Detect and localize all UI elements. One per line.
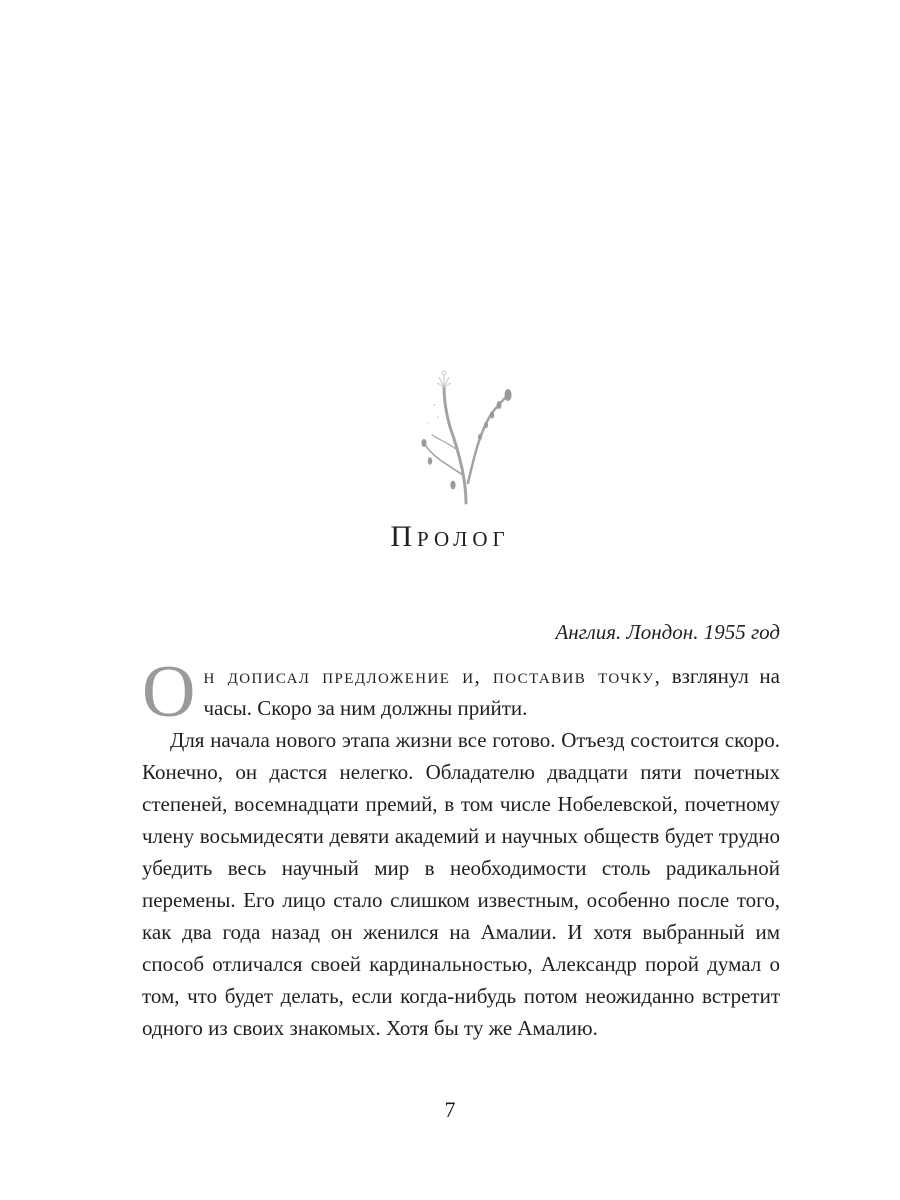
second-paragraph: Для начала нового этапа жизни все готово. Отъезд состоится скоро. Конечно, он дастся нелегко. Обладателю двадцати пяти почетных степеней, восемнадцати премий, в том числе Нобелевской, почетному члену восьмидесяти девяти академий и научных обществ будет трудно убедить весь научный мир в необходимости столь радикальной перемены. Его лицо стало слишком известным, особенно после того, как два года назад он женился на Амалии. И хотя выбранный им способ отличался своей кардинальностью, Александр порой думал о том, что будет делать, если когда-нибудь потом неожиданно встретит одного из своих знакомых. Хотя бы ту же Амалию. [142, 728, 780, 1040]
lead-in-text: н дописал предложение и, поставив точку, [203, 664, 662, 688]
drop-cap: О [142, 651, 196, 733]
first-paragraph-rest: взглянул на часы. Скоро за ним должны прийти. [203, 664, 780, 720]
chapter-title: Пролог [390, 520, 510, 553]
dateline: Англия. Лондон. 1955 год [555, 620, 780, 644]
page-number: 7 [444, 1097, 456, 1122]
flower-sprig-icon [408, 365, 518, 515]
first-paragraph [142, 651, 780, 733]
body-text [142, 651, 780, 1044]
